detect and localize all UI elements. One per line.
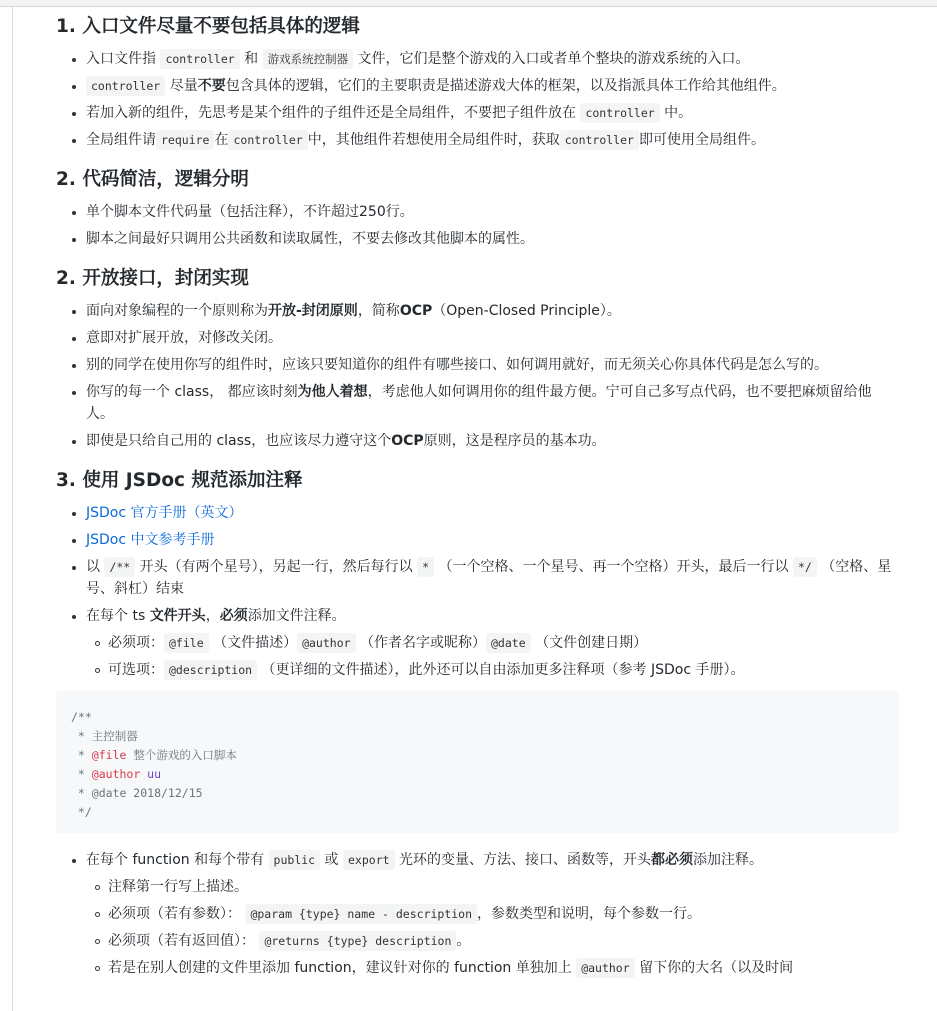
text: 若是在别人创建的文件里添加 function，建议针对你的 function 单独加上 <box>108 960 577 976</box>
code-text: 整个游戏的入口脚本 <box>126 748 237 762</box>
text: （文件创建日期） <box>530 635 648 651</box>
code-line <box>71 765 884 784</box>
text: ，考虑他人如何调用你的组件最方便。宁可自己多写点代码，也不要把麻烦留给他人。 <box>86 384 872 422</box>
code-line <box>71 784 884 803</box>
bold-text: 开放-封闭原则 <box>268 303 358 319</box>
text: 留下你的大名（以及时间 <box>634 960 794 976</box>
inline-code: @description <box>164 660 257 680</box>
text: 添加注释。 <box>693 852 763 868</box>
code-text: * @date 2018/12/15 <box>71 786 203 800</box>
text: 文件，它们是整个游戏的入口或者单个整块的游戏系统的入口。 <box>353 51 750 67</box>
list-item <box>108 659 899 681</box>
text: 尽量 <box>165 78 198 94</box>
bold-text: 不要 <box>197 78 226 94</box>
list-item <box>108 632 899 654</box>
inline-code: controller <box>560 130 639 150</box>
bullet-list <box>56 201 899 250</box>
inline-code: @date <box>486 633 531 653</box>
code-text: * <box>71 748 92 762</box>
sub-bullet-list <box>86 632 899 681</box>
list-item <box>108 930 899 952</box>
bold-text: OCP <box>399 303 433 319</box>
text: 即可使用全局组件。 <box>638 132 765 148</box>
text: ，参数类型和说明，每个参数一行。 <box>477 906 702 922</box>
text: （文件描述） <box>208 635 298 651</box>
text: 入口文件指 <box>86 51 161 67</box>
section-heading: 3. 使用 JSDoc 规范添加注释 <box>56 470 303 491</box>
text: ， <box>205 608 220 624</box>
text: （更详细的文件描述），此外还可以自由添加更多注释项（参考 JSDoc 手册）。 <box>257 662 745 678</box>
code-block <box>56 691 899 833</box>
list-item <box>86 381 899 425</box>
text: 或 <box>320 852 343 868</box>
text: 别的同学在使用你写的组件时，应该只要知道你的组件有哪些接口、如何调用就好，而无须关心你具体代码是怎么写的。 <box>86 357 828 373</box>
list-item <box>86 300 899 322</box>
text: 你写的每一个 class， 都应该时刻 <box>86 384 298 400</box>
section <box>56 165 899 250</box>
inline-code: controller <box>160 49 239 69</box>
text: 单个脚本文件代码量（包括注释），不许超过250行。 <box>86 204 414 220</box>
text: 光环的变量、方法、接口、函数等，开头 <box>394 852 651 868</box>
text: 在每个 ts <box>86 608 150 624</box>
bold-text: 为他人着想 <box>297 384 368 400</box>
section <box>56 12 899 151</box>
code-text: * <box>71 767 92 781</box>
list-item <box>86 556 899 600</box>
list-item <box>108 903 899 925</box>
text: 包含具体的逻辑，它们的主要职责是描述游戏大体的框架，以及指派具体工作给其他组件。 <box>225 78 786 94</box>
inline-code: */ <box>793 557 817 577</box>
list-item <box>86 430 899 452</box>
top-border <box>0 0 937 7</box>
inline-code: @returns {type} description <box>259 931 456 951</box>
text: 可选项： <box>108 662 164 678</box>
text: （一个空格、一个星号、再一个空格）开头，最后一行以 <box>434 559 793 575</box>
list-item <box>86 327 899 349</box>
text: 和 <box>239 51 263 67</box>
code-text: * <box>71 729 92 743</box>
text: 必须项（若有参数）： <box>108 906 246 922</box>
bullet-list <box>56 300 899 452</box>
list-item <box>86 129 899 151</box>
inline-code: @author <box>576 958 634 978</box>
list-item <box>86 228 899 250</box>
text: 脚本之间最好只调用公共函数和读取属性，不要去修改其他脚本的属性。 <box>86 231 534 247</box>
bold-text: 都必须 <box>651 852 693 868</box>
inline-code: public <box>269 850 321 870</box>
inline-code: /** <box>104 557 135 577</box>
list-item <box>86 529 899 551</box>
section-heading: 2. 开放接口，封闭实现 <box>56 268 249 289</box>
bold-text: OCP <box>391 433 424 449</box>
list-item <box>86 849 899 979</box>
text: 。 <box>456 933 471 949</box>
sub-bullet-list <box>86 876 899 979</box>
list-item <box>86 48 899 70</box>
code-line <box>71 803 884 822</box>
bullet-list <box>56 48 899 151</box>
inline-code: require <box>156 130 214 150</box>
text: 中。 <box>659 105 693 121</box>
doc-link[interactable]: JSDoc 中文参考手册 <box>86 532 215 548</box>
text: 添加文件注释。 <box>247 608 346 624</box>
list-item <box>108 876 899 898</box>
text: 必须项（若有返回值）： <box>108 933 260 949</box>
bold-text: 必须 <box>219 608 248 624</box>
list-item <box>86 502 899 524</box>
section-heading: 1. 入口文件尽量不要包括具体的逻辑 <box>56 16 360 37</box>
text: ，简称 <box>357 303 400 319</box>
inline-code: export <box>343 850 395 870</box>
inline-code: controller <box>86 76 165 96</box>
code-name: uu <box>140 767 162 781</box>
inline-code: @author <box>297 633 355 653</box>
text: 全局组件请 <box>86 132 156 148</box>
code-tag: @author <box>91 767 141 781</box>
code-line <box>71 708 884 727</box>
text: 在 <box>214 132 229 148</box>
text: 即使是只给自己用的 class，也应该尽力遵守这个 <box>86 433 392 449</box>
inline-code: 游戏系统控制器 <box>263 49 354 69</box>
code-line <box>71 727 884 746</box>
left-border <box>12 7 13 1011</box>
list-item <box>86 75 899 97</box>
text: （作者名字或昵称） <box>355 635 486 651</box>
text: 开头（有两个星号），另起一行，然后每行以 <box>135 559 418 575</box>
text: 必须项： <box>108 635 164 651</box>
list-item <box>86 102 899 124</box>
list-item <box>108 957 899 979</box>
code-text: */ <box>71 805 92 819</box>
bold-text: 文件开头 <box>149 608 206 624</box>
code-tag: @file <box>91 748 127 762</box>
text: 若加入新的组件，先思考是某个组件的子组件还是全局组件，不要把子组件放在 <box>86 105 581 121</box>
section-heading: 2. 代码简洁，逻辑分明 <box>56 169 249 190</box>
inline-code: @file <box>164 633 209 653</box>
list-item <box>86 354 899 376</box>
text: 在每个 function 和每个带有 <box>86 852 269 868</box>
text: 中，其他组件若想使用全局组件时，获取 <box>307 132 560 148</box>
inline-code: controller <box>228 130 307 150</box>
code-text: 主控制器 <box>91 729 138 743</box>
inline-code: * <box>417 557 434 577</box>
text: 以 <box>86 559 105 575</box>
bullet-list <box>56 502 899 681</box>
text: （空格、星号、斜杠）结束 <box>86 559 892 597</box>
list-item <box>86 201 899 223</box>
text: 意即对扩展开放，对修改关闭。 <box>86 330 282 346</box>
document-content <box>56 12 899 993</box>
bullet-list <box>56 849 899 979</box>
section <box>56 264 899 452</box>
text: 注释第一行写上描述。 <box>108 879 248 895</box>
text: 面向对象编程的一个原则称为 <box>86 303 268 319</box>
code-text: /** <box>71 710 92 724</box>
doc-link[interactable]: JSDoc 官方手册（英文） <box>86 505 243 521</box>
section <box>56 466 899 979</box>
inline-code: @param {type} name - description <box>245 904 477 924</box>
code-line <box>71 746 884 765</box>
list-item <box>86 605 899 681</box>
text: 原则，这是程序员的基本功。 <box>423 433 606 449</box>
text: （Open-Closed Principle）。 <box>432 303 621 319</box>
inline-code: controller <box>580 103 659 123</box>
